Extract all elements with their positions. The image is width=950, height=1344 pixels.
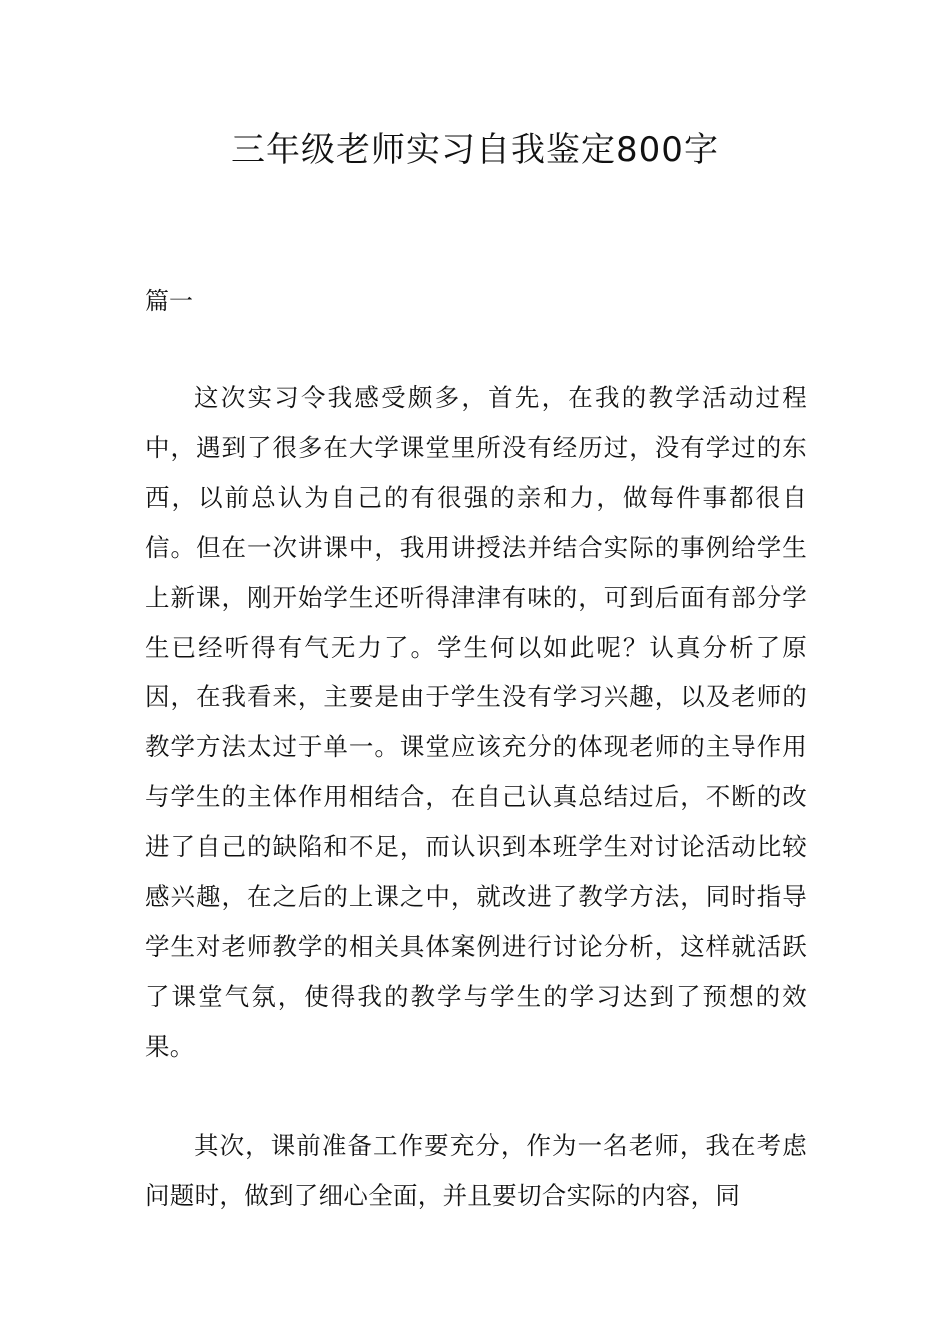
body-paragraph-2: 其次，课前准备工作要充分，作为一名老师，我在考虑问题时，做到了细心全面，并且要切合实际的内容，同: [145, 1131, 807, 1210]
section-label: 篇一: [145, 287, 193, 315]
document-title: 三年级老师实习自我鉴定800字: [231, 130, 719, 170]
body-paragraph-1: 这次实习令我感受颇多，首先，在我的教学活动过程中，遇到了很多在大学课堂里所没有经历过，没有学过的东西，以前总认为自己的有很强的亲和力，做每件事都很自信。但在一次讲课中，我用讲授法并结合实际的事例给学生上新课，刚开始学生还听得津津有味的，可到后面有部分学生已经听得有气无力了。学生何以如此呢？认真分析了原因，在我看来，主要是由于学生没有学习兴趣，以及老师的教学方法太过于单一。课堂应该充分的体现老师的主导作用与学生的主体作用相结合，在自己认真总结过后，不断的改进了自己的缺陷和不足，而认识到本班学生对讨论活动比较感兴趣，在之后的上课之中，就改进了教学方法，同时指导学生对老师教学的相关具体案例进行讨论分析，这样就活跃了课堂气氛，使得我的教学与学生的学习达到了预想的效果。: [145, 383, 807, 1061]
